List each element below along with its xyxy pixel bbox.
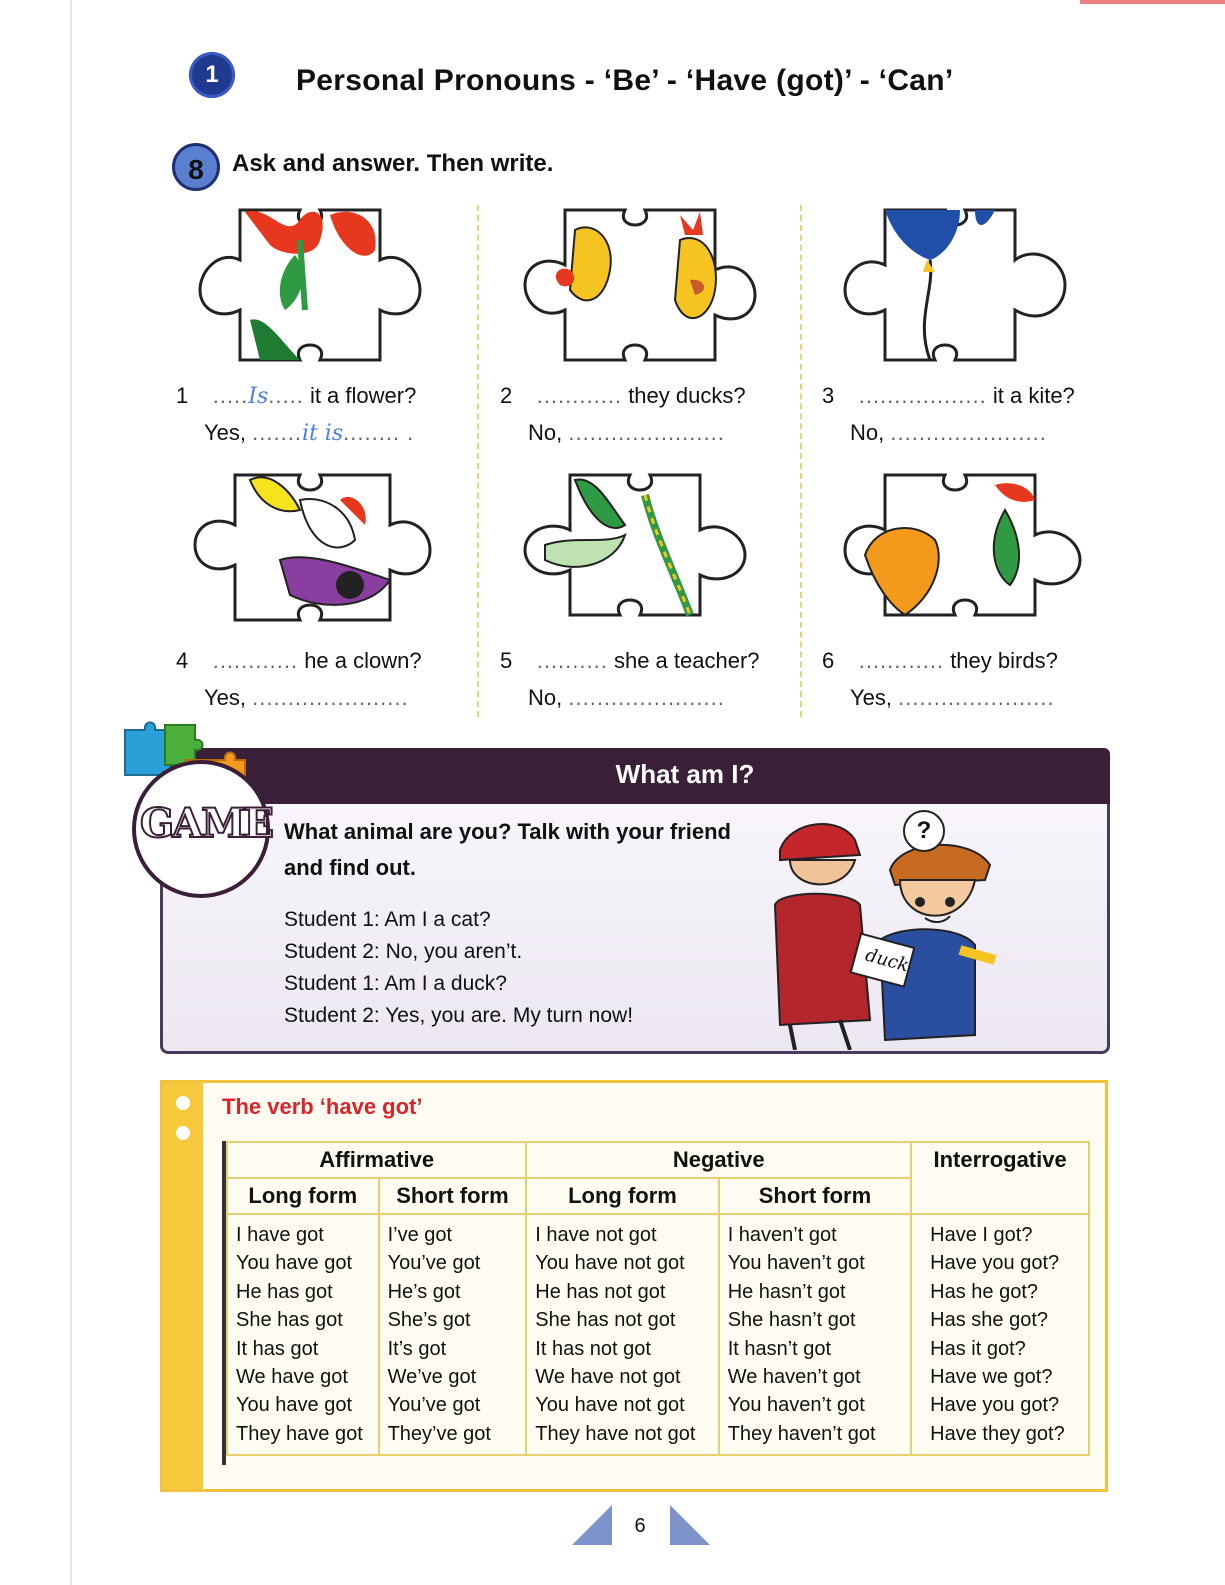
blank-dots: ..................... bbox=[898, 685, 1048, 710]
negative-short-cell bbox=[719, 1214, 911, 1455]
puzzle-clown-image bbox=[190, 470, 450, 640]
group-header-affirmative: Affirmative bbox=[227, 1142, 526, 1178]
question-number: 4 bbox=[176, 648, 189, 673]
table-cell-line: He has not got bbox=[535, 1280, 666, 1303]
page-number: 6 bbox=[634, 1515, 646, 1537]
subheader-long-form: Long form bbox=[227, 1178, 379, 1214]
answer-start: No, bbox=[850, 420, 885, 445]
page-arrow-right-icon bbox=[670, 1505, 710, 1545]
subheader-short-form: Short form bbox=[719, 1178, 911, 1214]
table-cell-line: I haven’t got bbox=[727, 1224, 837, 1246]
group-header-negative: Negative bbox=[526, 1142, 911, 1178]
grammar-title: The verb ‘have got’ bbox=[222, 1094, 423, 1119]
question-6 bbox=[822, 648, 1058, 674]
question-bubble-icon: ? bbox=[903, 810, 945, 852]
handwritten-answer: Is bbox=[248, 384, 269, 409]
question-4 bbox=[176, 648, 422, 674]
answer-5 bbox=[528, 685, 725, 711]
table-cell-line: I have not got bbox=[535, 1224, 657, 1246]
table-cell-line: You haven’t got bbox=[727, 1252, 865, 1275]
table-cell-line: They haven’t got bbox=[727, 1422, 876, 1445]
table-cell-line: They have got bbox=[236, 1422, 363, 1445]
dialog-line-4: Student 2: Yes, you are. My turn now! bbox=[284, 1004, 634, 1027]
table-cell-line: It has not got bbox=[535, 1337, 651, 1360]
table-cell-line: He has got bbox=[236, 1280, 333, 1303]
table-cell-line: We have got bbox=[236, 1366, 348, 1389]
blank-dots: ..... bbox=[268, 383, 304, 408]
table-cell-line: We have not got bbox=[535, 1366, 681, 1389]
blank-dots: ..................... bbox=[568, 420, 718, 445]
table-cell-line: She hasn’t got bbox=[727, 1309, 856, 1332]
table-cell-line: Have I got? bbox=[930, 1224, 1033, 1246]
kids-illustration bbox=[760, 810, 1010, 1050]
table-cell-line: He’s got bbox=[387, 1280, 461, 1303]
table-cell-line: Have you got? bbox=[930, 1252, 1060, 1275]
table-cell-line: You’ve got bbox=[387, 1394, 481, 1417]
blank-dots: ............ bbox=[536, 383, 623, 408]
question-text: it a kite? bbox=[992, 383, 1075, 408]
table-cell-line: You have not got bbox=[535, 1252, 685, 1275]
exercise-number-badge: 8 bbox=[172, 143, 220, 191]
table-cell-line: Have they got? bbox=[930, 1422, 1065, 1445]
subheader-short-form: Short form bbox=[379, 1178, 527, 1214]
negative-long-cell bbox=[526, 1214, 718, 1455]
question-number: 2 bbox=[500, 383, 513, 408]
question-2 bbox=[500, 383, 746, 409]
column-divider bbox=[800, 205, 802, 717]
answer-start: No, bbox=[528, 420, 563, 445]
table-cell-line: We haven’t got bbox=[727, 1366, 861, 1389]
answer-start: No, bbox=[528, 685, 563, 710]
blank-dots: . bbox=[1047, 685, 1055, 710]
duck-card-label: duck bbox=[863, 944, 912, 977]
puzzle-ducks-image bbox=[515, 200, 775, 370]
dialog-line-1: Student 1: Am I a cat? bbox=[284, 908, 491, 931]
table-cell-line: You have not got bbox=[535, 1394, 685, 1417]
table-cell-line: You’ve got bbox=[387, 1252, 481, 1275]
question-text: he a clown? bbox=[304, 648, 422, 673]
affirmative-short-cell bbox=[379, 1214, 527, 1455]
table-cell-line: Have you got? bbox=[930, 1394, 1060, 1417]
grammar-side-strip bbox=[163, 1083, 203, 1489]
table-cell-line: We’ve got bbox=[387, 1366, 477, 1389]
corner-mark bbox=[1080, 0, 1225, 4]
column-divider bbox=[477, 205, 479, 717]
table-cell-line: He hasn’t got bbox=[727, 1280, 846, 1303]
answer-start: Yes, bbox=[850, 685, 893, 710]
question-number: 1 bbox=[176, 383, 189, 408]
question-number: 5 bbox=[500, 648, 513, 673]
question-5 bbox=[500, 648, 760, 674]
table-cell-line: It has got bbox=[236, 1337, 319, 1360]
question-number: 6 bbox=[822, 648, 835, 673]
group-header-interrogative: Interrogative bbox=[911, 1142, 1089, 1214]
table-cell-line: I have got bbox=[236, 1224, 324, 1246]
blank-dots: . bbox=[401, 685, 409, 710]
puzzle-kite-image bbox=[835, 200, 1095, 370]
question-3 bbox=[822, 383, 1075, 409]
table-cell-line: They have not got bbox=[535, 1422, 696, 1445]
puzzle-birds-image bbox=[835, 465, 1095, 635]
subheader-long-form: Long form bbox=[526, 1178, 718, 1214]
answer-start: Yes, bbox=[204, 420, 247, 445]
question-text: it a flower? bbox=[309, 383, 417, 408]
question-1 bbox=[176, 383, 416, 409]
table-cell-line: She has not got bbox=[535, 1309, 676, 1332]
blank-dots: .................. bbox=[858, 383, 987, 408]
page-arrow-left-icon bbox=[572, 1505, 612, 1545]
puzzle-teacher-image bbox=[515, 465, 775, 635]
blank-dots: . bbox=[717, 420, 725, 445]
table-cell-line: I’ve got bbox=[387, 1224, 453, 1246]
table-cell-line: They’ve got bbox=[387, 1422, 491, 1445]
exercise-instruction: Ask and answer. Then write. bbox=[232, 150, 554, 177]
answer-1 bbox=[204, 420, 414, 446]
table-cell-line: It hasn’t got bbox=[727, 1337, 832, 1360]
blank-dots: ........ . bbox=[343, 420, 415, 445]
blank-dots: . bbox=[1039, 420, 1047, 445]
table-cell-line: She’s got bbox=[387, 1309, 471, 1332]
strip-dot bbox=[176, 1096, 190, 1110]
page-edge bbox=[70, 0, 72, 1585]
question-text: they birds? bbox=[950, 648, 1058, 673]
table-cell-line: She has got bbox=[236, 1309, 343, 1332]
question-text: they ducks? bbox=[628, 383, 746, 408]
table-cell-line: It’s got bbox=[387, 1337, 447, 1360]
dialog-line-3: Student 1: Am I a duck? bbox=[284, 972, 507, 995]
table-cell-line: You have got bbox=[236, 1394, 353, 1417]
table-cell-line: Have we got? bbox=[930, 1366, 1053, 1389]
table-cell-line: Has he got? bbox=[930, 1280, 1039, 1303]
table-cell-line: Has she got? bbox=[930, 1309, 1049, 1332]
answer-start: Yes, bbox=[204, 685, 247, 710]
blank-dots: . bbox=[717, 685, 725, 710]
blank-dots: ..... bbox=[212, 383, 249, 408]
have-got-table bbox=[226, 1141, 1090, 1456]
affirmative-long-cell bbox=[227, 1214, 379, 1455]
game-question: What animal are you? Talk with your friend and find out. bbox=[284, 819, 731, 880]
blank-dots: ..................... bbox=[890, 420, 1040, 445]
answer-2 bbox=[528, 420, 725, 446]
game-logo-text: GAME bbox=[140, 800, 272, 847]
blank-dots: ............ bbox=[858, 648, 945, 673]
blank-dots: ..................... bbox=[568, 685, 718, 710]
blank-dots: .......... bbox=[536, 648, 608, 673]
table-cell-line: You haven’t got bbox=[727, 1394, 865, 1417]
blank-dots: ..................... bbox=[252, 685, 402, 710]
table-cell-line: You have got bbox=[236, 1252, 353, 1275]
handwritten-answer: it is bbox=[301, 421, 344, 446]
strip-dot bbox=[176, 1126, 190, 1140]
question-text: she a teacher? bbox=[613, 648, 760, 673]
blank-dots: ....... bbox=[252, 420, 302, 445]
table-cell-line: Has it got? bbox=[930, 1337, 1026, 1360]
interrogative-cell bbox=[911, 1214, 1089, 1455]
unit-title: Personal Pronouns - ‘Be’ - ‘Have (got)’ - ‘Can’ bbox=[296, 64, 954, 97]
game-title: What am I? bbox=[615, 759, 755, 789]
blank-dots: ............ bbox=[212, 648, 299, 673]
question-number: 3 bbox=[822, 383, 835, 408]
dialog-line-2: Student 2: No, you aren’t. bbox=[284, 940, 523, 963]
answer-3 bbox=[850, 420, 1047, 446]
answer-6 bbox=[850, 685, 1055, 711]
unit-number-badge: 1 bbox=[189, 52, 235, 98]
puzzle-flower-image bbox=[190, 200, 450, 370]
